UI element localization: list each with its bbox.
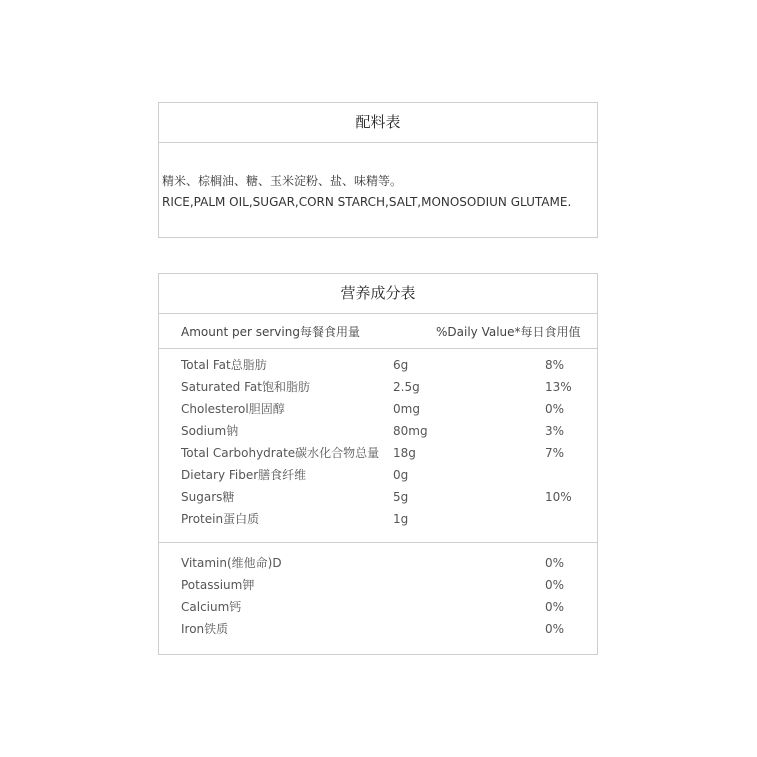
nutrient-amount: 0g: [393, 468, 409, 482]
nutrient-name: Protein蛋白质: [181, 512, 260, 526]
nutrient-name: Total Carbohydrate碳水化合物总量: [181, 446, 380, 460]
nutrient-percent: 7%: [545, 446, 565, 460]
nutrient-percent: 8%: [545, 358, 565, 372]
header-amount-per-serving: Amount per serving每餐食用量: [181, 325, 360, 339]
vitamin-row: [159, 554, 597, 572]
ingredients-body: [159, 143, 597, 213]
vitamin-percent: 0%: [545, 622, 565, 636]
ingredients-title: 配料表: [159, 103, 597, 143]
vitamin-name: Iron铁质: [181, 622, 229, 636]
vitamin-name: Vitamin(维他命)D: [181, 556, 282, 570]
vitamin-name: Potassium钾: [181, 578, 255, 592]
nutrition-header: [159, 314, 597, 349]
nutrient-name: Sodium钠: [181, 424, 239, 438]
vitamin-percent: 0%: [545, 600, 565, 614]
nutrient-row: [159, 466, 597, 484]
nutrient-amount: 1g: [393, 512, 409, 526]
vitamin-row: [159, 620, 597, 638]
nutrient-name: Cholesterol胆固醇: [181, 402, 285, 416]
nutrient-amount: 2.5g: [393, 380, 420, 394]
nutrient-amount: 6g: [393, 358, 409, 372]
nutrient-amount: 0mg: [393, 402, 420, 416]
nutrient-percent: 0%: [545, 402, 565, 416]
ingredients-line-en: RICE,PALM OIL,SUGAR,CORN STARCH,SALT,MONOSODIUN GLUTAME.: [162, 195, 572, 209]
nutrient-section: [159, 349, 597, 543]
nutrient-row: [159, 400, 597, 418]
nutrient-amount: 5g: [393, 490, 409, 504]
nutrient-percent: 3%: [545, 424, 565, 438]
nutrient-row: [159, 356, 597, 374]
nutrient-row: [159, 510, 597, 528]
nutrient-name: Total Fat总脂肪: [181, 358, 267, 372]
nutrient-percent: 10%: [545, 490, 572, 504]
nutrient-amount: 18g: [393, 446, 416, 460]
nutrient-row: [159, 422, 597, 440]
nutrient-name: Sugars糖: [181, 490, 235, 504]
nutrient-name: Saturated Fat饱和脂肪: [181, 380, 310, 394]
nutrient-name: Dietary Fiber膳食纤维: [181, 468, 307, 482]
nutrient-row: [159, 444, 597, 462]
nutrient-percent: 13%: [545, 380, 572, 394]
vitamin-section: [159, 543, 597, 655]
vitamin-row: [159, 576, 597, 594]
vitamin-row: [159, 598, 597, 616]
nutrient-amount: 80mg: [393, 424, 428, 438]
vitamin-name: Calcium钙: [181, 600, 242, 614]
vitamin-percent: 0%: [545, 578, 565, 592]
header-daily-value: %Daily Value*每日食用值: [436, 325, 581, 339]
ingredients-table: [158, 102, 598, 238]
nutrient-row: [159, 378, 597, 396]
nutrient-row: [159, 488, 597, 506]
nutrition-title: 营养成分表: [159, 274, 597, 314]
nutrition-facts-table: [158, 273, 598, 655]
vitamin-percent: 0%: [545, 556, 565, 570]
ingredients-line-cn: 精米、棕榈油、糖、玉米淀粉、盐、味精等。: [162, 174, 403, 188]
